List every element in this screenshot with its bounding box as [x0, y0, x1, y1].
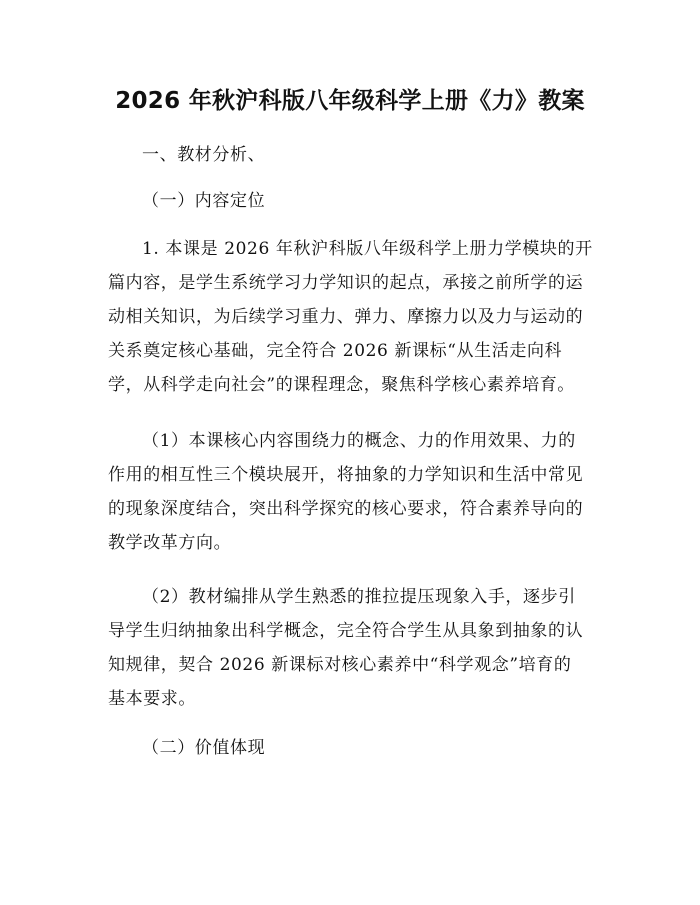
document-title: 2026 年秋沪科版八年级科学上册《力》教案: [115, 88, 585, 114]
paragraph-line: 的现象深度结合，突出科学探究的核心要求，符合素养导向的: [108, 499, 584, 519]
subsection-heading-content-positioning: （一）内容定位: [142, 191, 266, 211]
paragraph-line: 导学生归纳抽象出科学概念，完全符合学生从具象到抽象的认: [108, 621, 584, 641]
paragraph-line: 动相关知识，为后续学习重力、弹力、摩擦力以及力与运动的: [108, 307, 584, 327]
paragraph-line: 关系奠定核心基础，完全符合 2026 新课标“从生活走向科: [108, 341, 563, 361]
paragraph-line: 篇内容，是学生系统学习力学知识的起点，承接之前所学的运: [108, 273, 584, 293]
section-heading-teaching-material-analysis: 一、教材分析、: [142, 145, 266, 165]
paragraph-line: 学，从科学走向社会”的课程理念，聚焦科学核心素养培育。: [108, 375, 575, 395]
paragraph-line: 1. 本课是 2026 年秋沪科版八年级科学上册力学模块的开: [142, 239, 593, 259]
paragraph-line: 作用的相互性三个模块展开，将抽象的力学知识和生活中常见: [108, 465, 584, 485]
paragraph-line: 基本要求。: [108, 689, 196, 709]
paragraph-line: （1）本课核心内容围绕力的概念、力的作用效果、力的: [142, 431, 576, 451]
subsection-heading-value-embodiment: （二）价值体现: [142, 738, 266, 758]
paragraph-line: （2）教材编排从学生熟悉的推拉提压现象入手，逐步引: [142, 587, 576, 607]
paragraph-line: 知规律，契合 2026 新课标对核心素养中“科学观念”培育的: [108, 655, 572, 675]
paragraph-textbook-arrangement: [108, 580, 600, 716]
paragraph-line: 教学改革方向。: [108, 533, 232, 553]
paragraph-core-content: [108, 424, 600, 560]
paragraph-course-overview: [108, 232, 600, 402]
